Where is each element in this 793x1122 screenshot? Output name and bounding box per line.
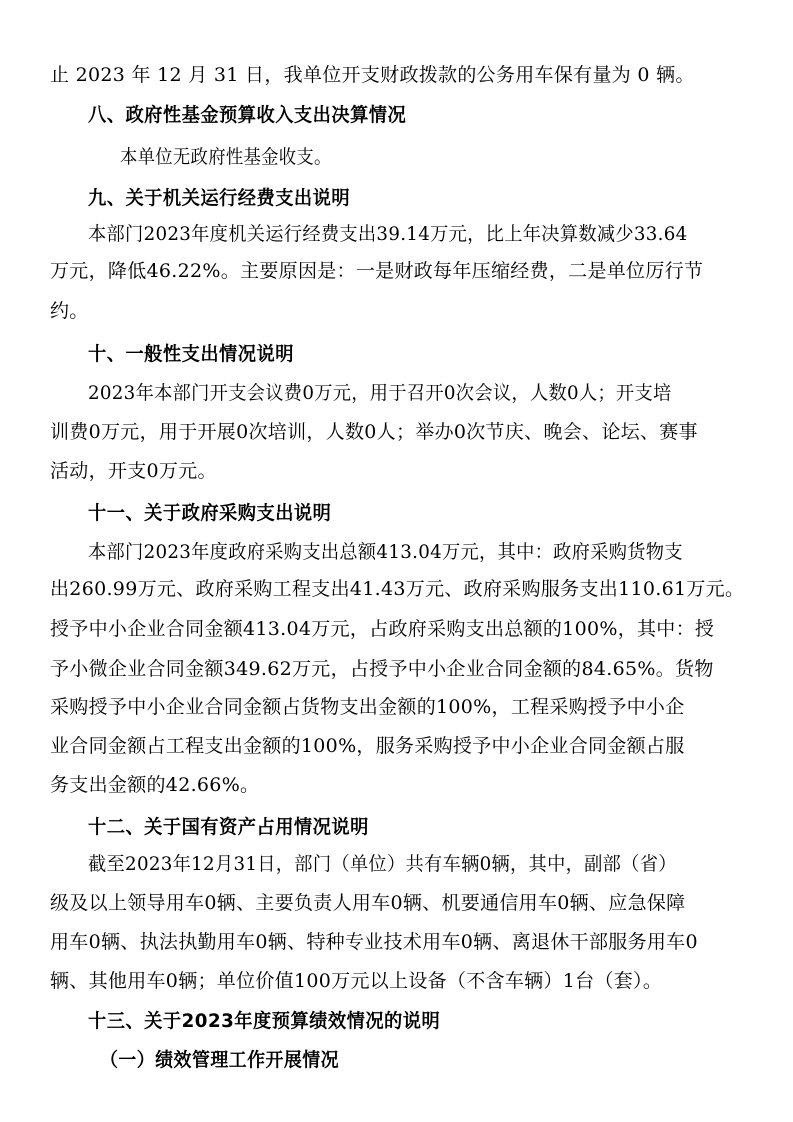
body-text-line: 务支出金额的42.66%。: [50, 774, 260, 796]
section-heading-10: 十、一般性支出情况说明: [88, 343, 294, 365]
body-text-line: 采购授予中小企业合同金额占货物支出金额的100%，工程采购授予中小企: [50, 696, 685, 718]
body-text-line: 本部门2023年度政府采购支出总额413.04万元，其中：政府采购货物支: [88, 541, 683, 563]
subsection-heading-1: （一）绩效管理工作开展情况: [100, 1049, 340, 1071]
body-text-line: 级及以上领导用车0辆、主要负责人用车0辆、机要通信用车0辆、应急保障: [50, 892, 686, 914]
body-text-line: 本单位无政府性基金收支。: [120, 146, 332, 168]
body-text-line: 业合同金额占工程支出金额的100%，服务采购授予中小企业合同金额占服: [50, 735, 685, 757]
body-text-line: 出260.99万元、政府采购工程支出41.43万元、政府采购服务支出110.61万元。: [50, 578, 745, 600]
section-heading-11: 十一、关于政府采购支出说明: [88, 502, 332, 524]
body-text-line: 辆、其他用车0辆；单位价值100万元以上设备（不含车辆）1台（套）。: [50, 970, 663, 992]
body-text-line: 止 2023 年 12 月 31 日，我单位开支财政拨款的公务用车保有量为 0 辆。: [50, 64, 695, 86]
body-text-line: 2023年本部门开支会议费0万元，用于召开0次会议，人数0人；开支培: [88, 382, 672, 404]
body-text-line: 截至2023年12月31日，部门（单位）共有车辆0辆，其中，副部（省）: [88, 853, 677, 875]
body-text-line: 万元，降低46.22%。主要原因是：一是财政每年压缩经费，二是单位厉行节: [50, 260, 704, 282]
section-heading-8: 八、政府性基金预算收入支出决算情况: [88, 104, 407, 126]
section-heading-9: 九、关于机关运行经费支出说明: [88, 187, 351, 209]
body-text-line: 授予中小企业合同金额413.04万元，占政府采购支出总额的100%，其中：授: [50, 618, 715, 640]
section-heading-12: 十二、关于国有资产占用情况说明: [88, 816, 369, 838]
body-text-line: 约。: [50, 300, 89, 322]
body-text-line: 训费0万元，用于开展0次培训，人数0人；举办0次节庆、晚会、论坛、赛事: [50, 421, 698, 443]
body-text-line: 活动，开支0万元。: [50, 460, 217, 482]
body-text-line: 本部门2023年度机关运行经费支出39.14万元，比上年决算数减少33.64: [88, 223, 688, 245]
body-text-line: 用车0辆、执法执勤用车0辆、特种专业技术用车0辆、离退休干部服务用车0: [50, 931, 698, 953]
section-heading-13: 十三、关于2023年度预算绩效情况的说明: [88, 1010, 441, 1032]
body-text-line: 予小微企业合同金额349.62万元，占授予中小企业合同金额的84.65%。货物: [50, 658, 714, 680]
